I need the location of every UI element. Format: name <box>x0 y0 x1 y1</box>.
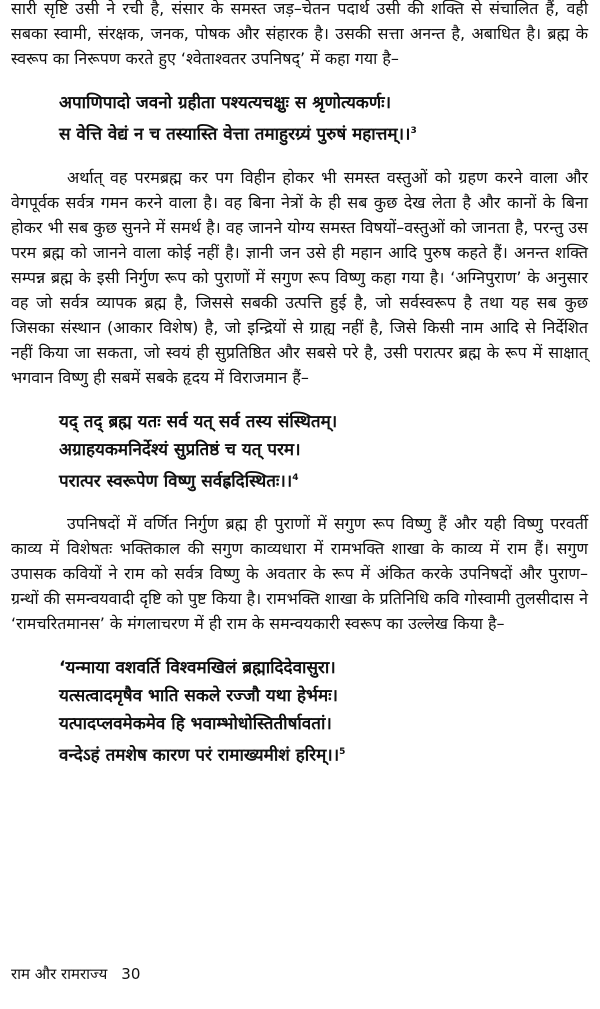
verse-line: ‘यन्माया वशवर्ति विश्वमखिलं ब्रह्मादिदेवासुरा। <box>59 658 336 679</box>
verse-line: यद् तद् ब्रह्म यतः सर्व यत् सर्व तस्य संस्थितम्। <box>59 411 338 432</box>
paragraph-explanation: अर्थात् वह परमब्रह्म कर पग विहीन होकर भी समस्त वस्तुओं को ग्रहण करने वाला और वेगपूर्वक सर्वत्र गमन करने वाला है। वह बिना नेत्रों के ही सब कुछ देख लेता है और कानों के बिना होकर भी सब कुछ सुनने में समर्थ है। वह जानने योग्य समस्त विषयों–वस्तुओं को जानता है, परन्तु उस परम ब्रह्म को जानने वाला कोई नहीं है। ज्ञानी जन उसे ही महान आदि पुरुष कहते हैं। अनन्त शक्ति सम्पन्न ब्रह्म के इसी निर्गुण रूप को पुराणों में सगुण रूप विष्णु कहा गया है। ‘अग्निपुराण’ के अनुसार वह जो सर्वत्र व्यापक ब्रह्म है, जिससे सबकी उत्पत्ति हुई है, जो सर्वस्वरूप है तथा यह सब कुछ जिसका संस्थान (आकार विशेष) है, जो इन्द्रियों से ग्राह्य नहीं है, जिसे किसी नाम आदि से निर्देशित नहीं किया जा सकता, जो स्वयं ही सुप्रतिष्ठित और सबसे परे है, उसी परात्पर ब्रह्म के रूप में साक्षात् भगवान विष्णु ही सबमें सबके हृदय में विराजमान हैं– <box>11 167 588 387</box>
verse-line: अग्राहयकमनिर्देश्यं सुप्रतिष्ठं च यत् परम। <box>59 439 301 460</box>
footnote-marker: 4 <box>292 472 299 483</box>
verse-line: वन्देऽहं तमशेष कारण परं रामाख्यमीशं हरिम्।।$^5$ <box>59 745 346 766</box>
verse-line: परात्पर स्वरूपेण विष्णु सर्वह्रदिस्थितः।।$^4$ <box>59 471 299 492</box>
paragraph-tulsidas: उपनिषदों में वर्णित निर्गुण ब्रह्म ही पुराणों में सगुण रूप विष्णु हैं और यही विष्णु परवर्ती काव्य में विशेषतः भक्तिकाल की सगुण काव्यधारा में रामभक्ति शाखा के काव्य में राम हैं। सगुण उपासक कवियों ने राम को सर्वत्र विष्णु के अवतार के रूप में अंकित करके उपनिषदों और पुराण–ग्रन्थों की समन्वयवादी दृष्टि को पुष्ट किया है। रामभक्ति शाखा के प्रतिनिधि कवि गोस्वामी तुलसीदास ने ‘रामचरितमानस’ के मंगलाचरण में ही राम के समन्वयकारी स्वरूप का उल्लेख किया है– <box>11 514 588 634</box>
verse-line: यत्पादप्लवमेकमेव हि भवाम्भोधोस्तितीर्षावतां। <box>59 714 332 735</box>
verse-line: अपाणिपादो जवनो ग्रहीता पश्यत्यचक्षुः स श्रृणोत्यकर्णः। <box>59 93 392 113</box>
verse-ramcharitmanas <box>11 654 588 770</box>
book-title: राम और रामराज्य <box>11 965 108 983</box>
footnote-marker: 5 <box>339 747 346 758</box>
page-number: 30 <box>121 965 141 983</box>
footnote-marker: 3 <box>410 126 417 136</box>
verse-line: यत्सत्वादमृषैव भाति सकले रज्जौ यथा हेर्भमः। <box>59 686 338 707</box>
paragraph-intro: सारी सृष्टि उसी ने रची है, संसार के समस्त जड़–चेतन पदार्थ उसी की शक्ति से संचालित हैं, वही सबका स्वामी, संरक्षक, जनक, पोषक और संहारक है। उसकी सत्ता अनन्त है, अबाधित है। ब्रह्म के स्वरूप का निरूपण करते हुए ‘श्वेताश्वतर उपनिषद्’ में कहा गया है– <box>11 0 588 68</box>
verse-line: स वेत्ति वेद्यं न च तस्यास्ति वेत्ता तमाहुरग्र्यं पुरुषं महात्तम्।।$^3$ <box>59 124 417 145</box>
verse-agnipurana <box>11 408 588 496</box>
verse-shvetashvatara <box>11 89 588 149</box>
page-footer <box>11 964 140 984</box>
